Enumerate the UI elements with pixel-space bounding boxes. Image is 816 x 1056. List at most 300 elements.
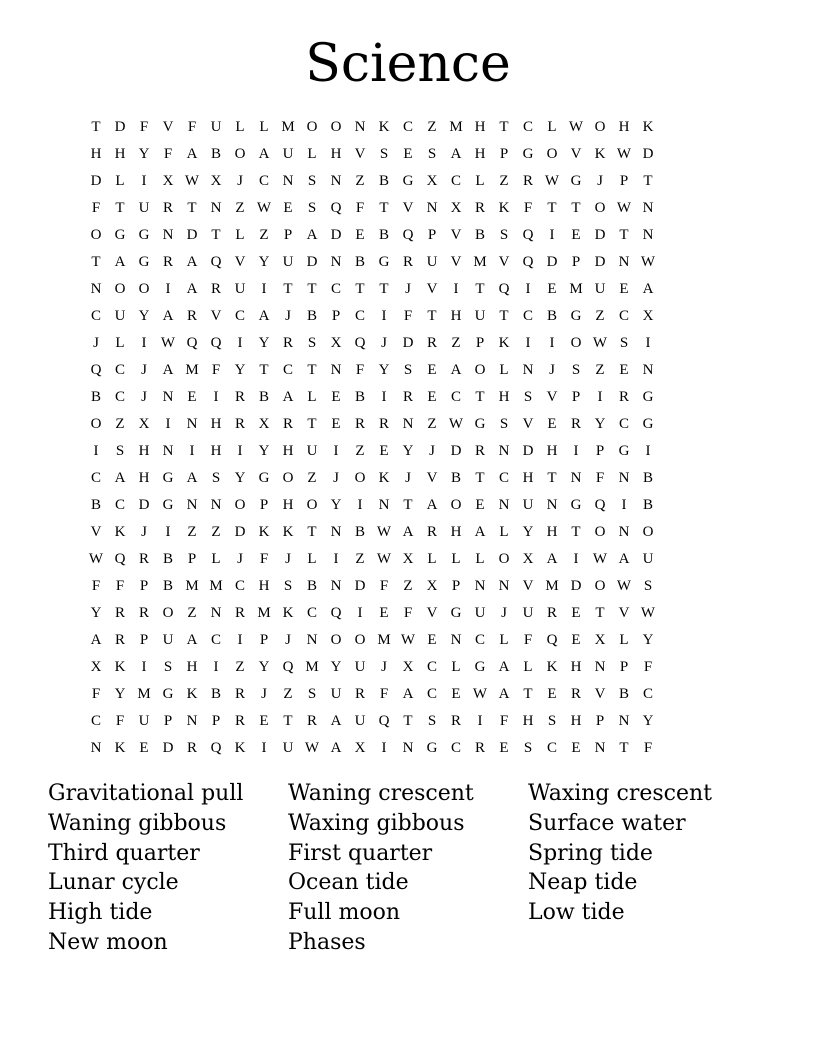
- grid-letter[interactable]: U: [474, 308, 486, 324]
- grid-letter[interactable]: C: [258, 173, 269, 189]
- grid-letter[interactable]: K: [186, 686, 198, 702]
- grid-letter[interactable]: I: [573, 551, 579, 567]
- grid-letter[interactable]: V: [450, 254, 462, 270]
- grid-letter[interactable]: X: [522, 551, 534, 567]
- grid-letter[interactable]: A: [186, 470, 198, 486]
- grid-letter[interactable]: S: [427, 713, 437, 729]
- grid-letter[interactable]: D: [354, 578, 366, 594]
- grid-letter[interactable]: F: [523, 200, 533, 216]
- grid-letter[interactable]: V: [426, 281, 438, 297]
- grid-letter[interactable]: I: [213, 659, 219, 675]
- grid-letter[interactable]: P: [571, 254, 581, 270]
- grid-letter[interactable]: J: [285, 551, 291, 567]
- grid-letter[interactable]: A: [498, 659, 510, 675]
- grid-letter[interactable]: G: [402, 173, 414, 189]
- grid-letter[interactable]: W: [376, 551, 392, 567]
- grid-letter[interactable]: N: [618, 713, 630, 729]
- grid-letter[interactable]: G: [114, 227, 126, 243]
- grid-letter[interactable]: J: [285, 308, 291, 324]
- grid-letter[interactable]: Q: [330, 605, 342, 621]
- grid-letter[interactable]: N: [282, 173, 294, 189]
- grid-letter[interactable]: D: [138, 497, 150, 513]
- grid-letter[interactable]: K: [498, 335, 510, 351]
- grid-letter[interactable]: W: [616, 146, 632, 162]
- grid-letter[interactable]: N: [162, 227, 174, 243]
- grid-letter[interactable]: D: [522, 443, 534, 459]
- grid-letter[interactable]: Z: [451, 335, 461, 351]
- grid-letter[interactable]: W: [184, 173, 200, 189]
- grid-letter[interactable]: S: [307, 173, 317, 189]
- grid-letter[interactable]: E: [379, 443, 389, 459]
- grid-letter[interactable]: T: [307, 362, 317, 378]
- grid-letter[interactable]: X: [90, 659, 102, 675]
- grid-letter[interactable]: H: [570, 659, 582, 675]
- grid-letter[interactable]: C: [90, 470, 101, 486]
- grid-letter[interactable]: L: [307, 551, 317, 567]
- grid-letter[interactable]: N: [642, 200, 654, 216]
- grid-letter[interactable]: Z: [427, 119, 437, 135]
- grid-letter[interactable]: U: [282, 254, 294, 270]
- grid-letter[interactable]: D: [642, 146, 654, 162]
- grid-letter[interactable]: L: [499, 524, 509, 540]
- grid-letter[interactable]: R: [234, 389, 245, 405]
- grid-letter[interactable]: N: [618, 254, 630, 270]
- grid-letter[interactable]: I: [597, 389, 603, 405]
- grid-letter[interactable]: P: [139, 578, 149, 594]
- grid-letter[interactable]: I: [549, 227, 555, 243]
- grid-letter[interactable]: L: [115, 173, 125, 189]
- grid-letter[interactable]: C: [522, 308, 533, 324]
- grid-letter[interactable]: V: [618, 605, 630, 621]
- grid-letter[interactable]: I: [165, 281, 171, 297]
- grid-letter[interactable]: K: [258, 524, 270, 540]
- grid-letter[interactable]: W: [616, 578, 632, 594]
- grid-letter[interactable]: J: [429, 443, 435, 459]
- grid-letter[interactable]: I: [381, 389, 387, 405]
- grid-letter[interactable]: X: [210, 173, 222, 189]
- grid-letter[interactable]: V: [90, 524, 102, 540]
- grid-letter[interactable]: Z: [427, 416, 437, 432]
- grid-letter[interactable]: G: [642, 416, 654, 432]
- grid-letter[interactable]: D: [90, 173, 102, 189]
- grid-letter[interactable]: T: [475, 389, 485, 405]
- grid-letter[interactable]: B: [450, 470, 461, 486]
- grid-letter[interactable]: Y: [258, 659, 270, 675]
- grid-letter[interactable]: A: [450, 362, 462, 378]
- grid-letter[interactable]: W: [256, 200, 272, 216]
- grid-letter[interactable]: I: [141, 173, 147, 189]
- grid-letter[interactable]: Q: [330, 200, 342, 216]
- grid-letter[interactable]: F: [643, 740, 653, 756]
- grid-letter[interactable]: X: [642, 308, 654, 324]
- grid-letter[interactable]: O: [330, 632, 342, 648]
- grid-letter[interactable]: I: [237, 632, 243, 648]
- grid-letter[interactable]: G: [570, 497, 582, 513]
- grid-letter[interactable]: L: [451, 659, 461, 675]
- grid-letter[interactable]: F: [139, 119, 149, 135]
- grid-letter[interactable]: E: [499, 740, 509, 756]
- grid-letter[interactable]: B: [642, 497, 653, 513]
- grid-letter[interactable]: C: [474, 632, 485, 648]
- grid-letter[interactable]: J: [381, 335, 387, 351]
- grid-letter[interactable]: E: [571, 740, 581, 756]
- grid-letter[interactable]: K: [114, 659, 126, 675]
- grid-letter[interactable]: F: [91, 200, 101, 216]
- grid-letter[interactable]: N: [162, 389, 174, 405]
- grid-letter[interactable]: N: [330, 524, 342, 540]
- grid-letter[interactable]: A: [162, 362, 174, 378]
- grid-letter[interactable]: X: [426, 578, 438, 594]
- grid-letter[interactable]: X: [354, 740, 366, 756]
- grid-letter[interactable]: R: [546, 605, 557, 621]
- grid-letter[interactable]: C: [618, 308, 629, 324]
- grid-letter[interactable]: Y: [330, 497, 342, 513]
- grid-letter[interactable]: N: [594, 659, 606, 675]
- grid-letter[interactable]: B: [306, 308, 317, 324]
- grid-letter[interactable]: N: [498, 443, 510, 459]
- grid-letter[interactable]: W: [640, 605, 656, 621]
- grid-letter[interactable]: H: [450, 524, 462, 540]
- grid-letter[interactable]: P: [595, 713, 605, 729]
- grid-letter[interactable]: V: [450, 227, 462, 243]
- grid-letter[interactable]: V: [402, 200, 414, 216]
- grid-letter[interactable]: Y: [234, 470, 246, 486]
- grid-letter[interactable]: N: [498, 578, 510, 594]
- grid-letter[interactable]: E: [187, 389, 197, 405]
- grid-letter[interactable]: M: [305, 659, 319, 675]
- grid-letter[interactable]: E: [475, 497, 485, 513]
- grid-letter[interactable]: N: [498, 497, 510, 513]
- grid-letter[interactable]: N: [546, 497, 558, 513]
- grid-letter[interactable]: D: [306, 254, 318, 270]
- grid-letter[interactable]: N: [450, 632, 462, 648]
- grid-letter[interactable]: F: [523, 632, 533, 648]
- grid-letter[interactable]: H: [450, 308, 462, 324]
- grid-letter[interactable]: A: [450, 146, 462, 162]
- grid-letter[interactable]: T: [547, 470, 557, 486]
- grid-letter[interactable]: O: [354, 470, 366, 486]
- grid-letter[interactable]: P: [331, 308, 341, 324]
- grid-letter[interactable]: K: [642, 119, 654, 135]
- grid-letter[interactable]: T: [475, 281, 485, 297]
- grid-letter[interactable]: H: [546, 443, 558, 459]
- grid-letter[interactable]: A: [330, 740, 342, 756]
- grid-letter[interactable]: Z: [307, 470, 317, 486]
- grid-letter[interactable]: S: [499, 416, 509, 432]
- grid-letter[interactable]: S: [307, 200, 317, 216]
- grid-letter[interactable]: O: [162, 605, 174, 621]
- grid-letter[interactable]: X: [594, 632, 606, 648]
- grid-letter[interactable]: I: [261, 281, 267, 297]
- grid-letter[interactable]: S: [523, 740, 533, 756]
- grid-letter[interactable]: J: [549, 362, 555, 378]
- grid-letter[interactable]: O: [498, 551, 510, 567]
- grid-letter[interactable]: Y: [258, 335, 270, 351]
- grid-letter[interactable]: T: [571, 200, 581, 216]
- grid-letter[interactable]: Q: [522, 254, 534, 270]
- grid-letter[interactable]: N: [426, 200, 438, 216]
- grid-letter[interactable]: U: [522, 497, 534, 513]
- grid-letter[interactable]: P: [571, 389, 581, 405]
- grid-letter[interactable]: J: [405, 470, 411, 486]
- grid-letter[interactable]: F: [379, 686, 389, 702]
- grid-letter[interactable]: E: [379, 605, 389, 621]
- grid-letter[interactable]: R: [474, 740, 485, 756]
- grid-letter[interactable]: U: [306, 443, 318, 459]
- grid-letter[interactable]: C: [426, 686, 437, 702]
- grid-letter[interactable]: I: [357, 497, 363, 513]
- grid-letter[interactable]: H: [138, 443, 150, 459]
- grid-letter[interactable]: U: [474, 605, 486, 621]
- grid-letter[interactable]: A: [90, 632, 102, 648]
- grid-letter[interactable]: O: [474, 362, 486, 378]
- grid-letter[interactable]: A: [258, 308, 270, 324]
- grid-letter[interactable]: R: [114, 605, 125, 621]
- grid-letter[interactable]: G: [474, 659, 486, 675]
- grid-letter[interactable]: P: [595, 443, 605, 459]
- grid-letter[interactable]: O: [594, 524, 606, 540]
- grid-letter[interactable]: L: [619, 632, 629, 648]
- grid-letter[interactable]: E: [547, 416, 557, 432]
- grid-letter[interactable]: N: [474, 578, 486, 594]
- grid-letter[interactable]: O: [546, 146, 558, 162]
- grid-letter[interactable]: O: [594, 578, 606, 594]
- grid-letter[interactable]: Q: [522, 227, 534, 243]
- grid-letter[interactable]: C: [90, 713, 101, 729]
- grid-letter[interactable]: C: [450, 740, 461, 756]
- grid-letter[interactable]: Z: [211, 524, 221, 540]
- grid-letter[interactable]: G: [618, 443, 630, 459]
- grid-letter[interactable]: C: [450, 389, 461, 405]
- grid-letter[interactable]: L: [211, 551, 221, 567]
- grid-letter[interactable]: U: [114, 308, 126, 324]
- grid-letter[interactable]: G: [450, 605, 462, 621]
- grid-letter[interactable]: J: [261, 686, 267, 702]
- grid-letter[interactable]: N: [186, 713, 198, 729]
- grid-letter[interactable]: T: [523, 686, 533, 702]
- grid-letter[interactable]: Q: [354, 335, 366, 351]
- grid-letter[interactable]: R: [378, 416, 389, 432]
- grid-letter[interactable]: G: [138, 227, 150, 243]
- grid-letter[interactable]: N: [306, 632, 318, 648]
- grid-letter[interactable]: H: [186, 659, 198, 675]
- grid-letter[interactable]: Z: [355, 173, 365, 189]
- grid-letter[interactable]: X: [258, 416, 270, 432]
- grid-letter[interactable]: T: [307, 416, 317, 432]
- grid-letter[interactable]: M: [257, 605, 271, 621]
- grid-letter[interactable]: Q: [378, 713, 390, 729]
- grid-letter[interactable]: R: [114, 632, 125, 648]
- grid-letter[interactable]: T: [499, 308, 509, 324]
- grid-letter[interactable]: E: [283, 200, 293, 216]
- grid-letter[interactable]: Z: [355, 443, 365, 459]
- grid-letter[interactable]: R: [450, 713, 461, 729]
- grid-letter[interactable]: U: [234, 281, 246, 297]
- grid-letter[interactable]: W: [472, 686, 488, 702]
- grid-letter[interactable]: Z: [595, 308, 605, 324]
- grid-letter[interactable]: B: [210, 686, 221, 702]
- grid-letter[interactable]: N: [90, 281, 102, 297]
- grid-letter[interactable]: M: [281, 119, 295, 135]
- grid-letter[interactable]: R: [570, 686, 581, 702]
- grid-letter[interactable]: U: [282, 146, 294, 162]
- grid-letter[interactable]: O: [282, 470, 294, 486]
- grid-letter[interactable]: I: [453, 281, 459, 297]
- grid-letter[interactable]: H: [282, 497, 294, 513]
- grid-letter[interactable]: C: [90, 308, 101, 324]
- grid-letter[interactable]: L: [235, 227, 245, 243]
- grid-letter[interactable]: N: [210, 605, 222, 621]
- grid-letter[interactable]: X: [162, 173, 174, 189]
- grid-letter[interactable]: S: [571, 362, 581, 378]
- grid-letter[interactable]: B: [474, 227, 485, 243]
- grid-letter[interactable]: N: [186, 416, 198, 432]
- grid-letter[interactable]: B: [306, 578, 317, 594]
- grid-letter[interactable]: I: [333, 443, 339, 459]
- grid-letter[interactable]: Q: [282, 659, 294, 675]
- grid-letter[interactable]: D: [402, 335, 414, 351]
- grid-letter[interactable]: P: [211, 713, 221, 729]
- grid-letter[interactable]: K: [234, 740, 246, 756]
- grid-letter[interactable]: Q: [402, 227, 414, 243]
- grid-letter[interactable]: U: [354, 659, 366, 675]
- grid-letter[interactable]: Z: [283, 686, 293, 702]
- grid-letter[interactable]: G: [378, 254, 390, 270]
- grid-letter[interactable]: L: [475, 173, 485, 189]
- grid-letter[interactable]: E: [427, 632, 437, 648]
- grid-letter[interactable]: J: [285, 632, 291, 648]
- grid-letter[interactable]: O: [354, 632, 366, 648]
- grid-letter[interactable]: Q: [90, 362, 102, 378]
- grid-letter[interactable]: J: [237, 551, 243, 567]
- grid-letter[interactable]: T: [643, 173, 653, 189]
- grid-letter[interactable]: I: [189, 443, 195, 459]
- grid-letter[interactable]: B: [162, 551, 173, 567]
- grid-letter[interactable]: S: [163, 659, 173, 675]
- grid-letter[interactable]: I: [549, 335, 555, 351]
- grid-letter[interactable]: R: [426, 335, 437, 351]
- grid-letter[interactable]: H: [522, 713, 534, 729]
- grid-letter[interactable]: Z: [235, 200, 245, 216]
- grid-letter[interactable]: V: [594, 686, 606, 702]
- grid-letter[interactable]: N: [522, 362, 534, 378]
- grid-letter[interactable]: O: [570, 335, 582, 351]
- grid-letter[interactable]: K: [594, 146, 606, 162]
- grid-letter[interactable]: H: [498, 389, 510, 405]
- grid-letter[interactable]: K: [546, 659, 558, 675]
- grid-letter[interactable]: Y: [378, 362, 390, 378]
- grid-letter[interactable]: I: [573, 443, 579, 459]
- grid-letter[interactable]: K: [378, 470, 390, 486]
- grid-letter[interactable]: C: [642, 686, 653, 702]
- grid-letter[interactable]: Z: [187, 605, 197, 621]
- grid-letter[interactable]: C: [546, 740, 557, 756]
- grid-letter[interactable]: S: [211, 470, 221, 486]
- grid-letter[interactable]: A: [618, 551, 630, 567]
- grid-letter[interactable]: V: [570, 146, 582, 162]
- grid-letter[interactable]: E: [571, 632, 581, 648]
- grid-letter[interactable]: S: [379, 146, 389, 162]
- grid-letter[interactable]: H: [570, 713, 582, 729]
- grid-letter[interactable]: J: [381, 659, 387, 675]
- grid-letter[interactable]: P: [259, 497, 269, 513]
- grid-letter[interactable]: I: [357, 605, 363, 621]
- grid-letter[interactable]: Y: [114, 686, 126, 702]
- grid-letter[interactable]: J: [597, 173, 603, 189]
- grid-letter[interactable]: B: [618, 686, 629, 702]
- grid-letter[interactable]: Z: [235, 659, 245, 675]
- grid-letter[interactable]: H: [618, 119, 630, 135]
- grid-letter[interactable]: D: [594, 227, 606, 243]
- grid-letter[interactable]: T: [571, 524, 581, 540]
- grid-letter[interactable]: C: [498, 470, 509, 486]
- grid-letter[interactable]: S: [283, 578, 293, 594]
- grid-letter[interactable]: B: [90, 497, 101, 513]
- grid-letter[interactable]: E: [139, 740, 149, 756]
- grid-letter[interactable]: O: [642, 524, 654, 540]
- grid-letter[interactable]: L: [427, 551, 437, 567]
- grid-letter[interactable]: D: [450, 443, 462, 459]
- grid-letter[interactable]: U: [426, 254, 438, 270]
- grid-letter[interactable]: Z: [499, 173, 509, 189]
- grid-letter[interactable]: E: [619, 281, 629, 297]
- grid-letter[interactable]: T: [283, 281, 293, 297]
- grid-letter[interactable]: U: [330, 686, 342, 702]
- grid-letter[interactable]: R: [186, 740, 197, 756]
- grid-letter[interactable]: G: [522, 146, 534, 162]
- grid-letter[interactable]: G: [162, 497, 174, 513]
- grid-letter[interactable]: B: [642, 470, 653, 486]
- grid-letter[interactable]: S: [403, 362, 413, 378]
- grid-letter[interactable]: X: [426, 173, 438, 189]
- grid-letter[interactable]: S: [523, 389, 533, 405]
- grid-letter[interactable]: N: [330, 362, 342, 378]
- grid-letter[interactable]: N: [330, 173, 342, 189]
- grid-letter[interactable]: I: [645, 335, 651, 351]
- grid-letter[interactable]: A: [282, 389, 294, 405]
- grid-letter[interactable]: P: [427, 227, 437, 243]
- grid-letter[interactable]: H: [90, 146, 102, 162]
- grid-letter[interactable]: N: [642, 227, 654, 243]
- grid-letter[interactable]: P: [283, 227, 293, 243]
- grid-letter[interactable]: T: [547, 200, 557, 216]
- grid-letter[interactable]: V: [498, 254, 510, 270]
- grid-letter[interactable]: T: [211, 227, 221, 243]
- grid-letter[interactable]: F: [115, 713, 125, 729]
- grid-letter[interactable]: R: [234, 605, 245, 621]
- grid-letter[interactable]: G: [162, 686, 174, 702]
- grid-letter[interactable]: R: [186, 308, 197, 324]
- grid-letter[interactable]: R: [402, 389, 413, 405]
- grid-letter[interactable]: D: [114, 119, 126, 135]
- grid-letter[interactable]: X: [402, 659, 414, 675]
- grid-letter[interactable]: K: [114, 740, 126, 756]
- grid-letter[interactable]: R: [522, 173, 533, 189]
- grid-letter[interactable]: E: [619, 362, 629, 378]
- grid-letter[interactable]: U: [642, 551, 654, 567]
- grid-letter[interactable]: G: [426, 740, 438, 756]
- grid-letter[interactable]: N: [354, 119, 366, 135]
- grid-letter[interactable]: F: [595, 470, 605, 486]
- grid-letter[interactable]: L: [235, 119, 245, 135]
- grid-letter[interactable]: P: [619, 173, 629, 189]
- grid-letter[interactable]: D: [186, 227, 198, 243]
- grid-letter[interactable]: I: [237, 443, 243, 459]
- grid-letter[interactable]: A: [186, 281, 198, 297]
- grid-letter[interactable]: E: [547, 281, 557, 297]
- grid-letter[interactable]: W: [448, 416, 464, 432]
- grid-letter[interactable]: R: [138, 551, 149, 567]
